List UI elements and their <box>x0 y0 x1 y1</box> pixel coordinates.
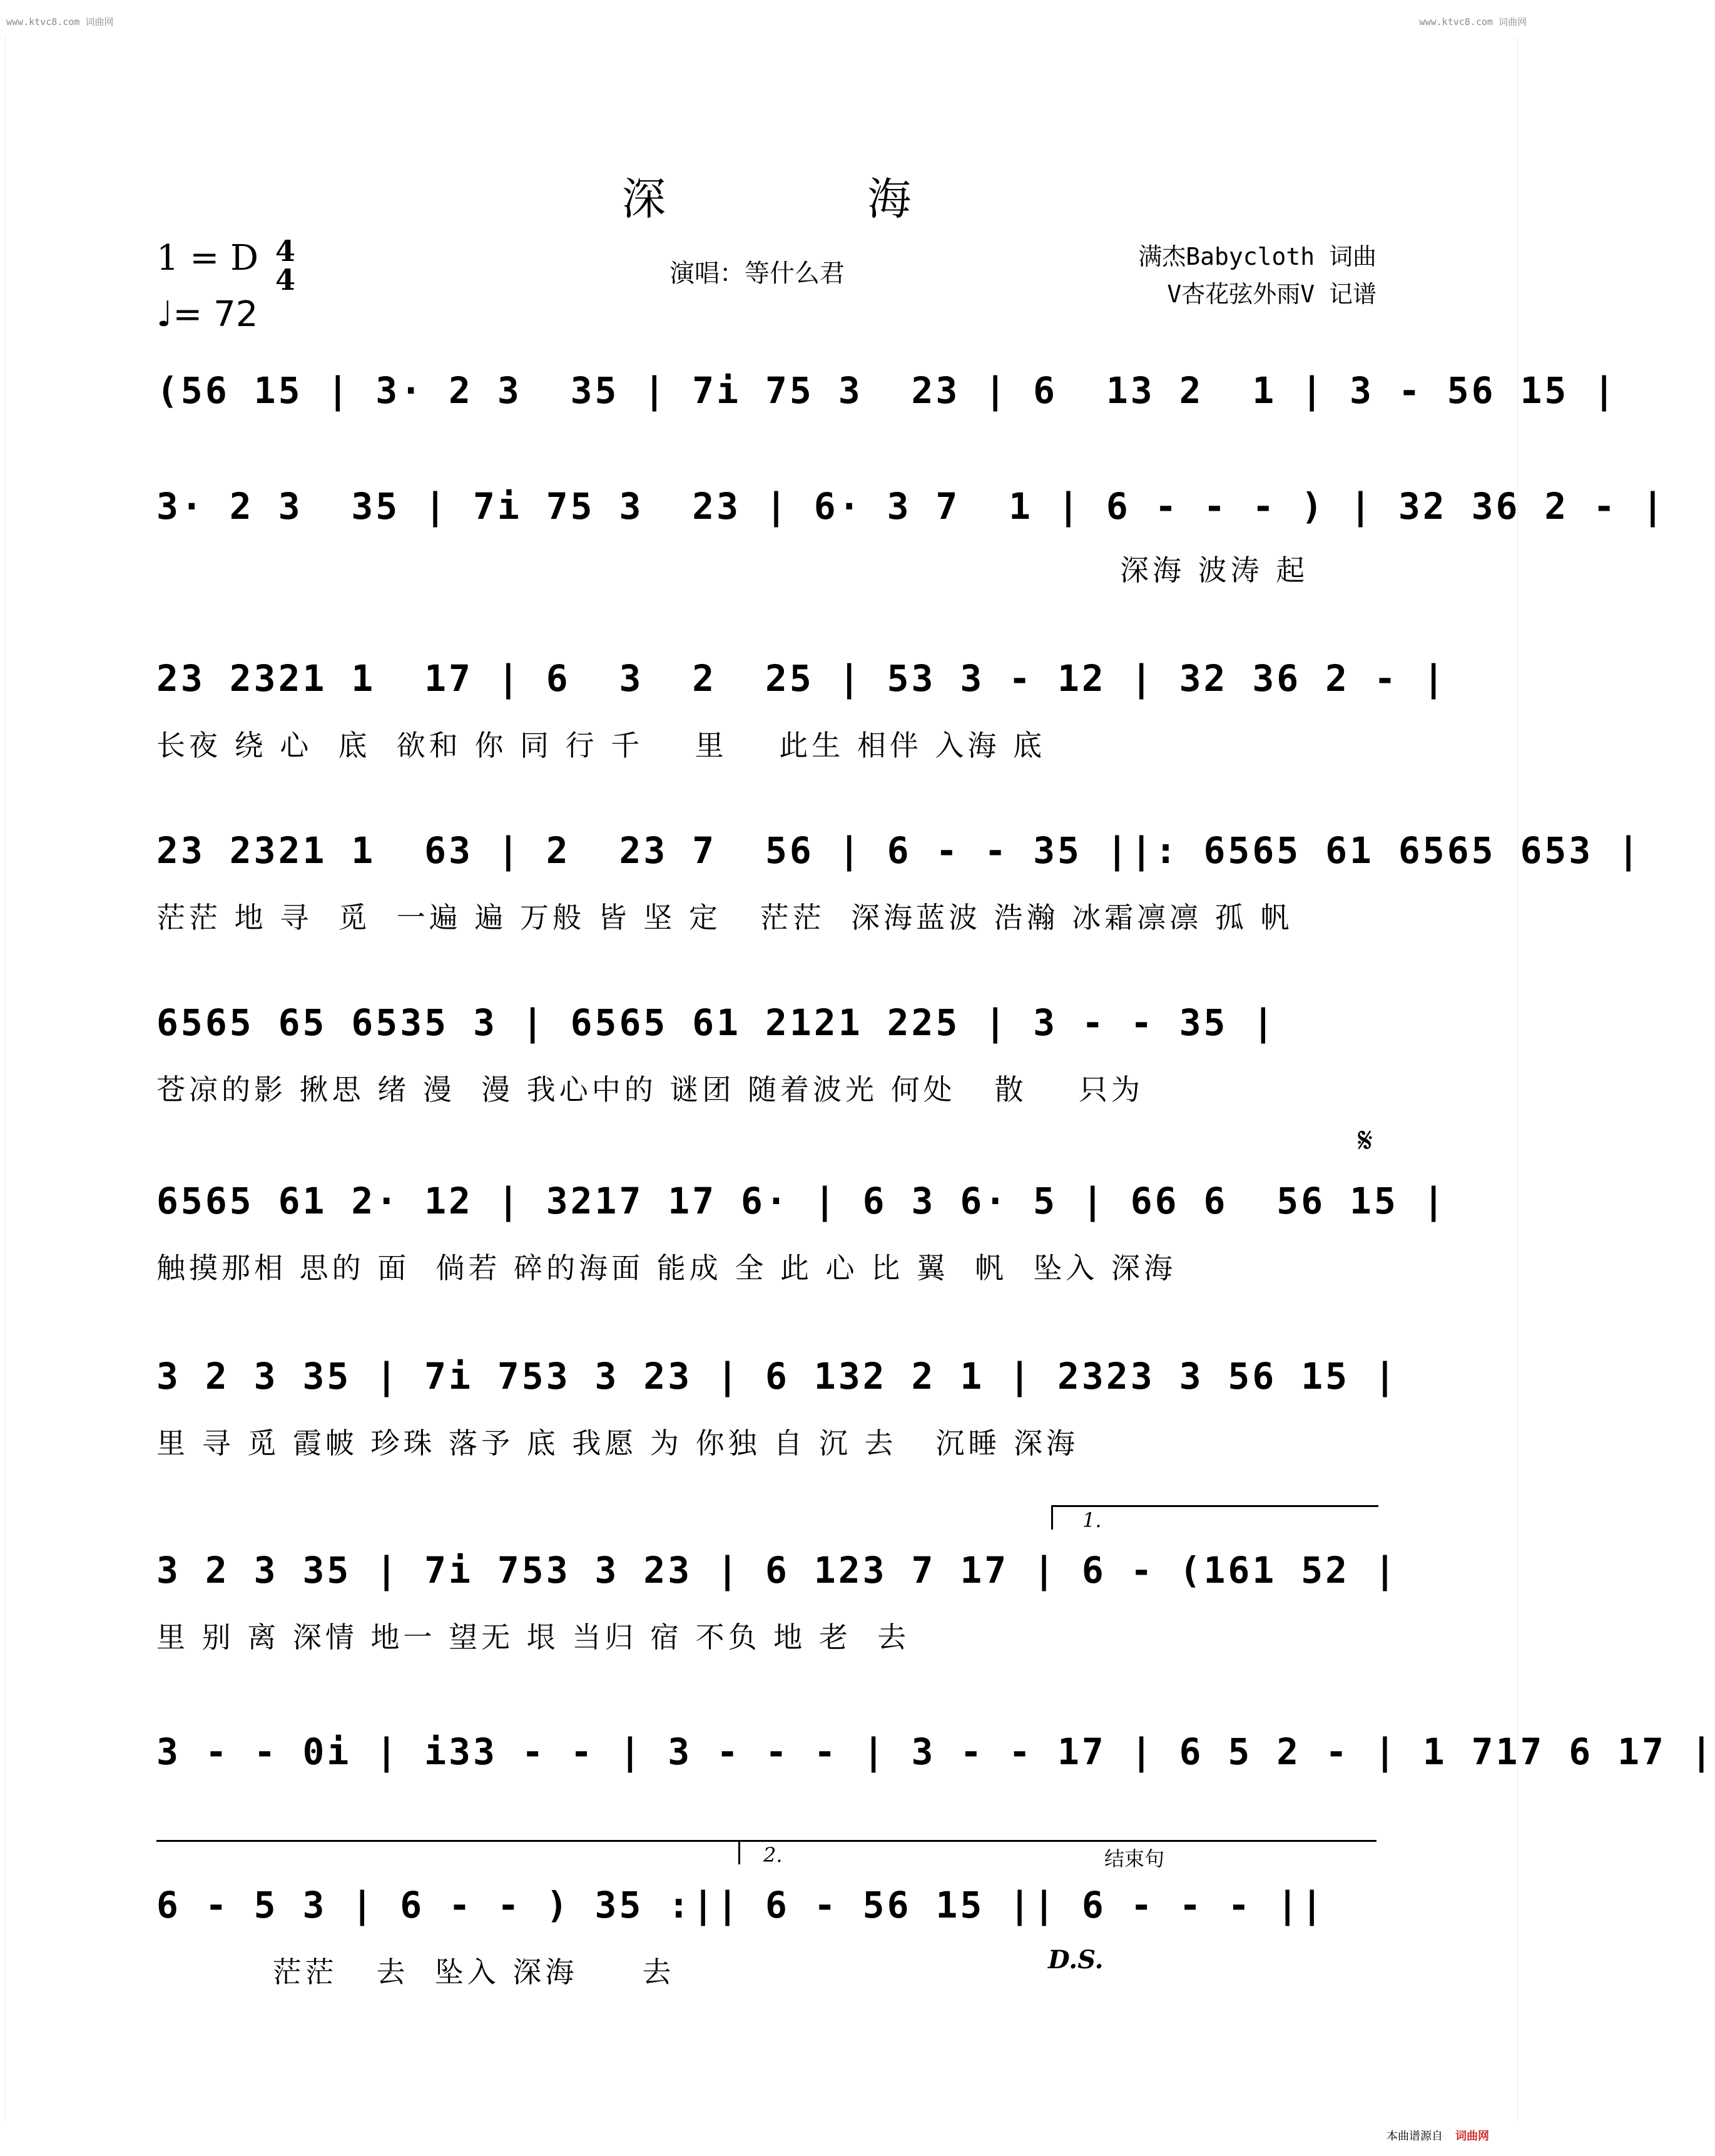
score-system-3 <box>156 651 1447 776</box>
lyrics-line: 长夜 绕 心 底 欲和 你 同 行 千 里 此生 相伴 入海 底 <box>156 728 1046 762</box>
lyrics-line: 苍凉的影 揪思 绪 漫 漫 我心中的 谜团 随着波光 何处 散 只为 <box>156 1073 1144 1106</box>
tempo-marking: ♩= 72 <box>156 294 258 335</box>
notation-line: 3 2 3 35 | 7i 753 3 23 | 6 132 2 1 | 2323 3 56 15 | <box>156 1355 1398 1397</box>
score-title: 深 海 <box>621 173 1005 225</box>
volta-label-1: 1. <box>1082 1508 1102 1532</box>
score-system-6 <box>156 1173 1447 1299</box>
segno-mark: 𝄋 <box>1358 1120 1373 1161</box>
lyrics-line: 茫茫 地 寻 觅 一遍 遍 万般 皆 坚 定 茫茫 深海蓝波 浩瀚 冰霜凛凛 孤 帆 <box>156 901 1293 934</box>
notation-line: 23 2321 1 17 | 6 3 2 25 | 53 3 - 12 | 32 36 2 - | <box>156 657 1447 700</box>
score-system-2 <box>156 479 1666 591</box>
score-system-5 <box>156 995 1377 1120</box>
meter-top: 4 <box>275 234 296 268</box>
score-system-10 <box>156 1878 1377 2003</box>
time-signature <box>275 234 296 297</box>
lyrics-line: 触摸那相 思的 面 倘若 碎的海面 能成 全 此 心 比 翼 帆 坠入 深海 <box>156 1251 1176 1285</box>
score-system-8 <box>156 1543 1398 1668</box>
lyrics-line: 里 寻 觅 霞帔 珍珠 落予 底 我愿 为 你独 自 沉 去 沉睡 深海 <box>156 1426 1079 1460</box>
transcriber-credit: V杏花弦外雨V 记谱 <box>1167 280 1377 308</box>
score-system-1 <box>156 363 1618 451</box>
composer-credit: 满杰Babycloth 词曲 <box>1138 243 1377 270</box>
notation-line: 3 2 3 35 | 7i 753 3 23 | 6 123 7 17 | 6 - (161 52 | <box>156 1549 1398 1591</box>
lyrics-line: 深海 波涛 起 <box>1120 553 1309 587</box>
repeat-overline <box>156 1840 1220 1842</box>
notation-line: 3· 2 3 35 | 7i 75 3 23 | 6· 3 7 1 | 6 - - - ) | 32 36 2 - | <box>156 485 1666 528</box>
key-signature: 1 = D <box>156 238 259 278</box>
credits <box>1138 238 1377 313</box>
lyrics-line: 茫茫 去 坠入 深海 去 <box>156 1955 675 1989</box>
lyrics-line: 里 别 离 深情 地一 望无 垠 当归 宿 不负 地 老 去 <box>156 1620 910 1654</box>
notation-line: 6565 61 2· 12 | 3217 17 6· | 6 3 6· 5 | 66 6 56 15 | <box>156 1180 1447 1222</box>
ds-marking: D.S. <box>1048 1945 1104 1975</box>
volta-bracket-2 <box>738 1840 1078 1864</box>
notation-line: 6565 65 6535 3 | 6565 61 2121 225 | 3 - - 35 | <box>156 1001 1277 1044</box>
watermark-right: www.ktvc8.com 词曲网 <box>1419 16 1527 28</box>
notation-line: 3 - - 0i | i33 - - | 3 - - - | 3 - - 17 | 6 5 2 - | 1 717 6 17 | <box>156 1730 1715 1773</box>
watermark-left: www.ktvc8.com 词曲网 <box>6 16 114 28</box>
volta-label-2: 2. <box>763 1843 783 1867</box>
footer-source: 本曲谱源自 <box>1387 2130 1443 2143</box>
notation-line: 6 - 5 3 | 6 - - ) 35 :|| 6 - 56 15 || 6 - - - || <box>156 1884 1326 1926</box>
sidebar-decoration-right <box>1517 38 1528 2122</box>
footer-brand: 词曲网 <box>1455 2130 1489 2143</box>
notation-line: 23 2321 1 63 | 2 23 7 56 | 6 - - 35 ||: 6565 61 6565 653 | <box>156 829 1642 872</box>
score-system-4 <box>156 823 1642 948</box>
meter-bottom: 4 <box>275 263 296 297</box>
score-system-7 <box>156 1349 1398 1474</box>
footer <box>1387 2127 1489 2143</box>
notation-line: (56 15 | 3· 2 3 35 | 7i 75 3 23 | 6 13 2 1 | 3 - 56 15 | <box>156 369 1618 412</box>
singer-credit: 演唱：等什么君 <box>669 259 845 288</box>
ending-label: 结束句 <box>1104 1847 1165 1871</box>
sidebar-decoration-left <box>5 38 16 2122</box>
score-system-9 <box>156 1724 1715 1799</box>
